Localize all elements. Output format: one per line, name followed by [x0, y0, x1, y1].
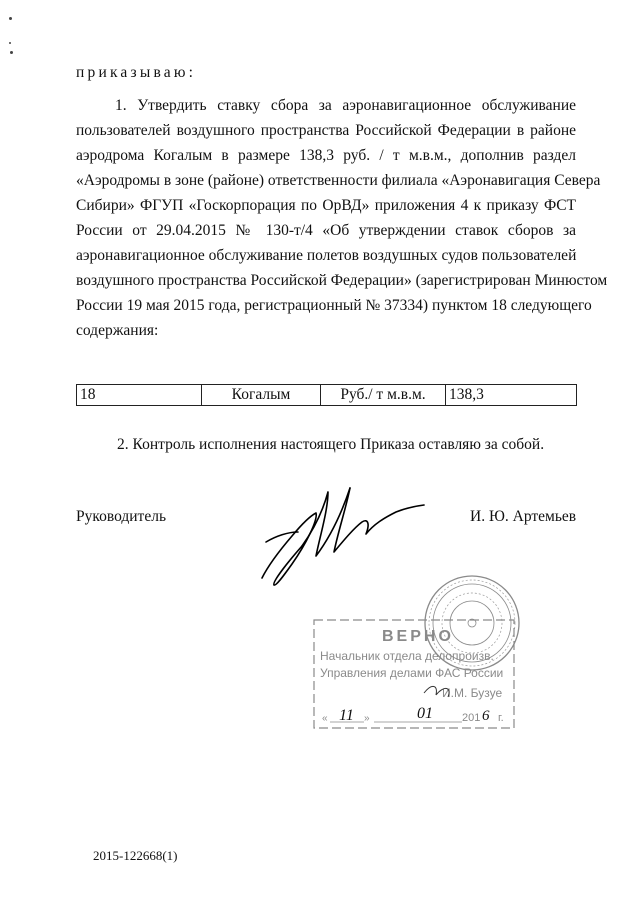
stamp-date-month: 01: [417, 705, 433, 722]
paragraph-line: аэронавигационное обслуживание полетов воздушных судов пользователей: [76, 247, 577, 264]
certification-stamp: [312, 575, 537, 735]
signatory-role: Руководитель: [76, 508, 167, 525]
table-cell-unit: Руб./ т м.в.м.: [321, 385, 446, 406]
paragraph-line: содержания:: [76, 322, 159, 339]
svg-text:«: «: [322, 713, 328, 724]
stamp-date-day: 11: [339, 707, 354, 724]
paragraph-line: Сибири» ФГУП «Госкорпорация по ОрВД» приложения 4 к приказу ФСТ: [76, 197, 576, 214]
paragraph-line: «Аэродромы в зоне (районе) ответственности филиала «Аэронавигация Севера: [76, 172, 601, 189]
order-item-2: 2. Контроль исполнения настоящего Приказа оставляю за собой.: [117, 436, 545, 453]
table-row: [77, 385, 577, 406]
stamp-date-year-digit: 6: [482, 708, 490, 724]
table-cell-rate: 138,3: [446, 385, 577, 406]
paragraph-line: России от 29.04.2015 № 130-т/4 «Об утверждении ставок сборов за: [76, 222, 576, 239]
margin-mark: [9, 42, 11, 44]
signatory-name: И. Ю. Артемьев: [470, 508, 577, 525]
paragraph-line: России 19 мая 2015 года, регистрационный № 37334) пунктом 18 следующего: [76, 297, 592, 314]
stamp-line: Начальник отдела делопроизв.: [320, 649, 494, 663]
paragraph-line: 1. Утвердить ставку сбора за аэронавигационное обслуживание: [115, 97, 576, 114]
order-heading: приказываю:: [76, 64, 197, 81]
stamp-date-year-prefix: 201: [462, 712, 481, 724]
paragraph-line: аэродрома Когалым в размере 138,3 руб. / т м.в.м., дополнив раздел: [76, 147, 576, 164]
stamp-title: ВЕРНО: [382, 628, 454, 645]
stamp-name: И.М. Бузуе: [442, 686, 503, 700]
stamp-line: Управления делами ФАС России: [320, 666, 504, 680]
paragraph-line: воздушного пространства Российской Федерации» (зарегистрирован Минюстом: [76, 272, 608, 289]
stamp-date-suffix: г.: [498, 712, 504, 724]
margin-mark: [9, 17, 12, 20]
table-cell-number: 18: [77, 385, 202, 406]
fee-table: [76, 384, 577, 406]
margin-mark: [10, 51, 13, 54]
table-cell-aerodrome: Когалым: [202, 385, 321, 406]
svg-text:»: »: [364, 713, 370, 724]
document-number: 2015-122668(1): [93, 848, 178, 863]
paragraph-line: пользователей воздушного пространства Российской Федерации в районе: [76, 122, 576, 139]
